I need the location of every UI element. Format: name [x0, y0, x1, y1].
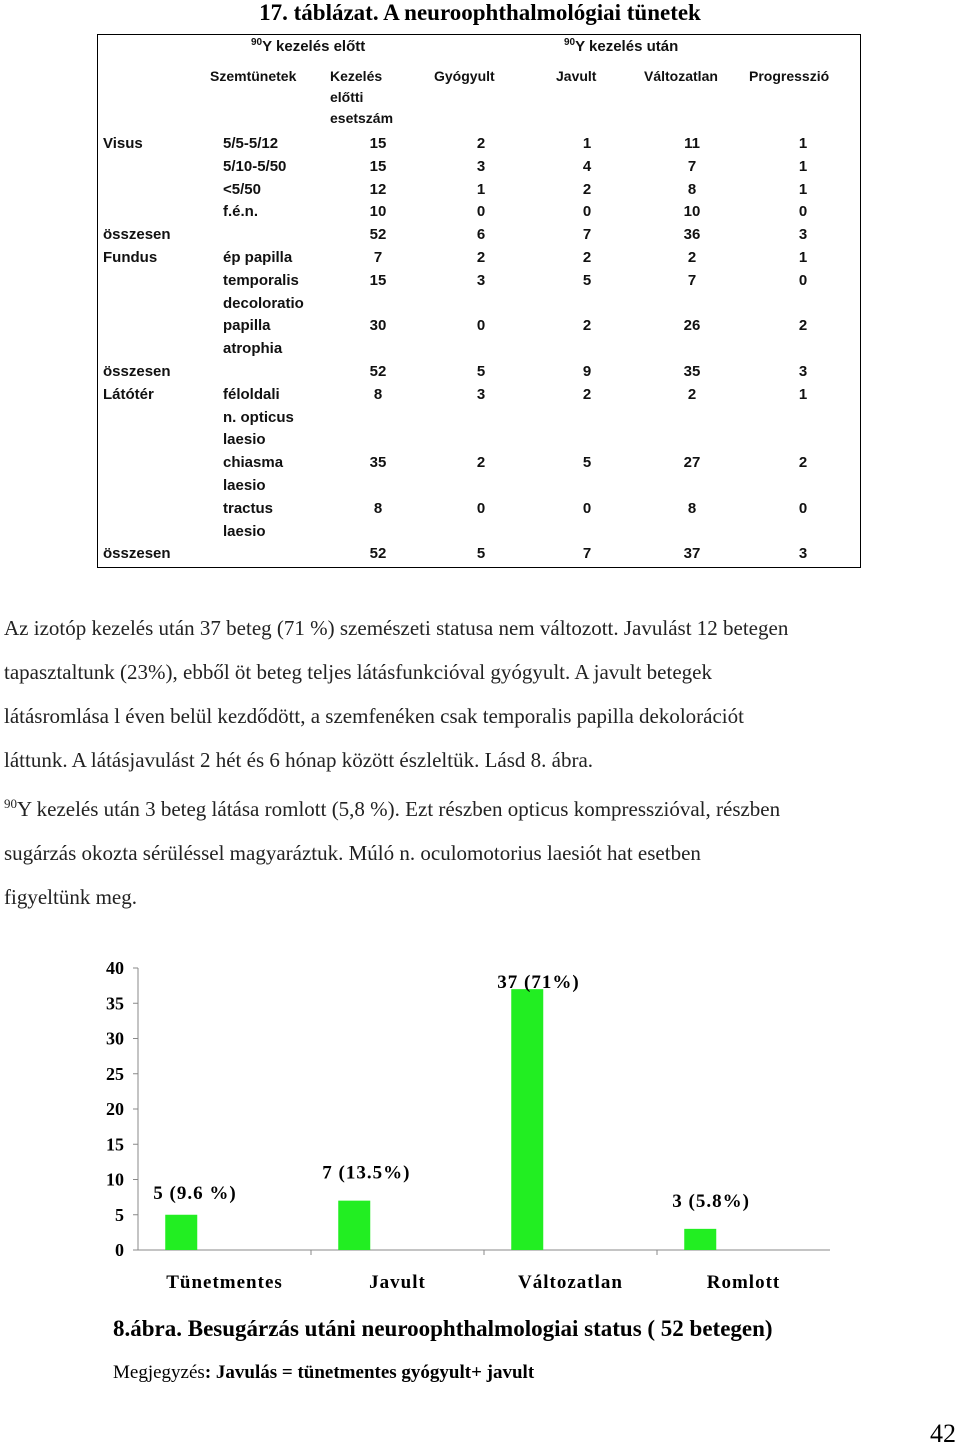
table-cell: 0 — [476, 499, 486, 517]
table-cell: 30 — [369, 317, 387, 335]
table-row — [98, 521, 860, 543]
table-cell: összesen — [103, 363, 171, 380]
table-cell: laesio — [223, 522, 266, 540]
table-cell: 6 — [476, 226, 486, 244]
table-cell: 2 — [687, 249, 697, 266]
x-category-label: Romlott — [706, 1272, 781, 1293]
table-cell: 2 — [476, 249, 486, 266]
table-cell: 10 — [683, 203, 701, 221]
table-cell: 2 — [582, 180, 592, 198]
table-cell: 1 — [798, 249, 808, 266]
col-header-symptoms: Szemtünetek — [210, 68, 297, 84]
table-row — [98, 407, 860, 429]
table-cell: 2 — [582, 249, 592, 266]
table-cell: temporalis — [223, 271, 299, 289]
table-cell: 5 — [582, 271, 592, 289]
x-category-label: Tünetmentes — [166, 1272, 283, 1293]
table-cell: 0 — [798, 499, 808, 517]
table-cell: 15 — [369, 135, 387, 152]
table-row — [98, 429, 860, 451]
table-cell: 0 — [582, 499, 592, 517]
table-row — [98, 475, 860, 497]
text-line: sugárzás okozta sérüléssel magyaráztuk. Múló n. oculomotorius laesiót hat esetben — [4, 841, 701, 865]
table-row — [98, 361, 860, 383]
y-tick-label: 40 — [106, 958, 124, 978]
table-cell: 11 — [684, 135, 700, 152]
table-cell: összesen — [103, 545, 171, 563]
y-tick-label: 20 — [106, 1099, 124, 1119]
table-cell: 3 — [798, 545, 808, 563]
table-cell: 7 — [373, 249, 383, 266]
symptoms-table — [97, 34, 861, 568]
table-cell: laesio — [223, 431, 266, 449]
table-cell: 8 — [687, 180, 697, 198]
table-cell: Látótér — [103, 385, 154, 403]
table-cell: tractus — [223, 499, 274, 517]
table-cell: 8 — [373, 499, 383, 517]
table-cell: 5 — [476, 363, 486, 380]
col-header-unchanged: Változatlan — [644, 68, 718, 84]
table-cell: decoloratio — [223, 294, 304, 312]
table-row — [98, 179, 860, 201]
table-cell: 2 — [476, 454, 486, 472]
table-cell: 12 — [369, 180, 387, 198]
table-cell: f.é.n. — [223, 203, 259, 221]
table-cell: 5/10-5/50 — [223, 157, 287, 175]
col-header-cured: Gyógyult — [434, 68, 495, 84]
table-cell: 1 — [798, 135, 808, 152]
data-label: 3 (5.8%) — [672, 1190, 750, 1212]
y-tick-label: 10 — [106, 1169, 124, 1190]
table-cell: 52 — [369, 363, 387, 380]
table-cell: 4 — [582, 157, 592, 175]
table-cell: 1 — [798, 180, 808, 198]
table-cell: 0 — [798, 271, 808, 289]
table-cell: 2 — [582, 385, 592, 403]
figure-note: Megjegyzés: Javulás = tünetmentes gyógyult+ javult — [113, 1362, 535, 1383]
table-title: 17. táblázat. A neuroophthalmológiai tünetek — [259, 0, 701, 25]
table-cell: 3 — [798, 226, 808, 244]
bar — [338, 1201, 370, 1250]
table-cell: 2 — [582, 317, 592, 335]
table-cell: chiasma — [223, 454, 284, 472]
table-cell: 35 — [683, 363, 701, 380]
table-cell: 27 — [683, 454, 701, 472]
table-cell: <5/50 — [223, 180, 261, 198]
table-cell: papilla — [223, 317, 271, 335]
table-cell: 7 — [687, 271, 697, 289]
bar-chart-svg — [0, 940, 960, 1310]
table-cell: féloldali — [223, 385, 280, 403]
table-cell: 36 — [683, 226, 701, 244]
table-row — [98, 270, 860, 292]
y-tick-label: 25 — [106, 1063, 124, 1084]
table-cell: 1 — [476, 180, 486, 198]
table-cell: atrophia — [223, 340, 283, 358]
text-line: $^{90}$Y kezelés után 3 beteg látása romlott (5,8 %). Ezt részben opticus kompresszióval, részben — [4, 796, 781, 821]
table-cell: 5/5-5/12 — [223, 135, 279, 152]
y-tick-label: 5 — [115, 1204, 124, 1225]
paragraph-results — [4, 606, 956, 919]
data-label: 7 (13.5%) — [322, 1162, 411, 1184]
bar — [511, 989, 543, 1250]
table-cell: 3 — [476, 157, 486, 175]
table-cell: 2 — [476, 135, 486, 152]
table-cell: 15 — [369, 157, 387, 175]
table-cell: 1 — [798, 157, 808, 175]
table-row — [98, 384, 860, 406]
y-tick-label: 15 — [106, 1134, 124, 1155]
text-line: figyeltünk meg. — [4, 885, 137, 909]
table-cell: Visus — [103, 135, 143, 152]
y-tick-label: 0 — [115, 1240, 124, 1260]
text-line: tapasztaltunk (23%), ebből öt beteg teljes látásfunkcióval gyógyult. A javult betegek — [4, 660, 712, 684]
table-cell: 3 — [476, 271, 486, 289]
col-header-improved: Javult — [556, 68, 597, 84]
table-cell: Fundus — [103, 249, 158, 266]
table-cell: 1 — [798, 385, 808, 403]
table-cell: 26 — [683, 317, 701, 335]
table-row — [98, 543, 860, 565]
table-row — [98, 498, 860, 520]
table-cell: 9 — [582, 363, 592, 380]
x-category-label: Változatlan — [518, 1272, 623, 1293]
table-cell: 5 — [582, 454, 592, 472]
page-number: 42 — [930, 1419, 956, 1448]
table-cell: 35 — [369, 454, 387, 472]
col-header-progression: Progresszió — [749, 68, 830, 84]
col-header-before: Kezelés előtti esetszám — [330, 68, 394, 126]
group-header-after: $^{90}$Y kezelés után — [564, 37, 679, 55]
table-row — [98, 156, 860, 178]
x-category-label: Javult — [369, 1272, 426, 1293]
table-cell: 0 — [476, 317, 486, 335]
data-label: 5 (9.6 %) — [153, 1182, 237, 1204]
text-line: láttunk. A látásjavulást 2 hét és 6 hónap között észleltük. Lásd 8. ábra. — [4, 748, 594, 772]
bar-chart — [0, 940, 960, 1310]
table-cell: 2 — [798, 317, 808, 335]
table-cell: 7 — [582, 226, 592, 244]
table-cell: n. opticus — [223, 408, 294, 426]
table-cell: laesio — [223, 477, 266, 494]
data-label: 37 (71%) — [497, 972, 580, 994]
table-cell: 3 — [476, 385, 486, 403]
table-cell: 7 — [582, 545, 592, 563]
table-cell: 52 — [369, 226, 387, 244]
table-row — [98, 201, 860, 223]
bar — [684, 1229, 716, 1250]
table-cell: 52 — [369, 545, 387, 563]
table-cell: összesen — [103, 226, 171, 244]
table-cell: 0 — [582, 203, 592, 221]
bar — [165, 1215, 197, 1250]
table-row — [98, 315, 860, 337]
table-cell: ép papilla — [223, 249, 293, 266]
table-cell: 8 — [373, 385, 383, 403]
table-cell: 3 — [798, 363, 808, 380]
table-row — [98, 338, 860, 360]
table-cell: 0 — [476, 203, 486, 221]
table-row — [98, 452, 860, 474]
table-cell: 15 — [369, 271, 387, 289]
table-cell: 1 — [582, 135, 592, 152]
text-line: Az izotóp kezelés után 37 beteg (71 %) szemészeti statusa nem változott. Javulást 12 betegen — [4, 616, 789, 640]
table-row — [98, 293, 860, 315]
group-header-before: $^{90}$Y kezelés előtt — [251, 37, 366, 55]
table-cell: 2 — [687, 385, 697, 403]
table-row — [98, 133, 860, 155]
text-line: látásromlása l éven belül kezdődött, a szemfenéken csak temporalis papilla dekolorációt — [4, 704, 744, 728]
table-cell: 7 — [687, 157, 697, 175]
table-cell: 37 — [683, 545, 701, 563]
table-cell: 5 — [476, 545, 486, 563]
table-cell: 8 — [687, 499, 697, 517]
y-tick-label: 35 — [106, 993, 124, 1014]
table-row — [98, 247, 860, 269]
table-cell: 2 — [798, 454, 808, 472]
table-cell: 10 — [369, 203, 387, 221]
table-row — [98, 224, 860, 246]
y-tick-label: 30 — [106, 1028, 124, 1049]
figure-caption: 8.ábra. Besugárzás utáni neuroophthalmologiai status ( 52 betegen) — [113, 1316, 773, 1341]
table-cell: 0 — [798, 203, 808, 221]
